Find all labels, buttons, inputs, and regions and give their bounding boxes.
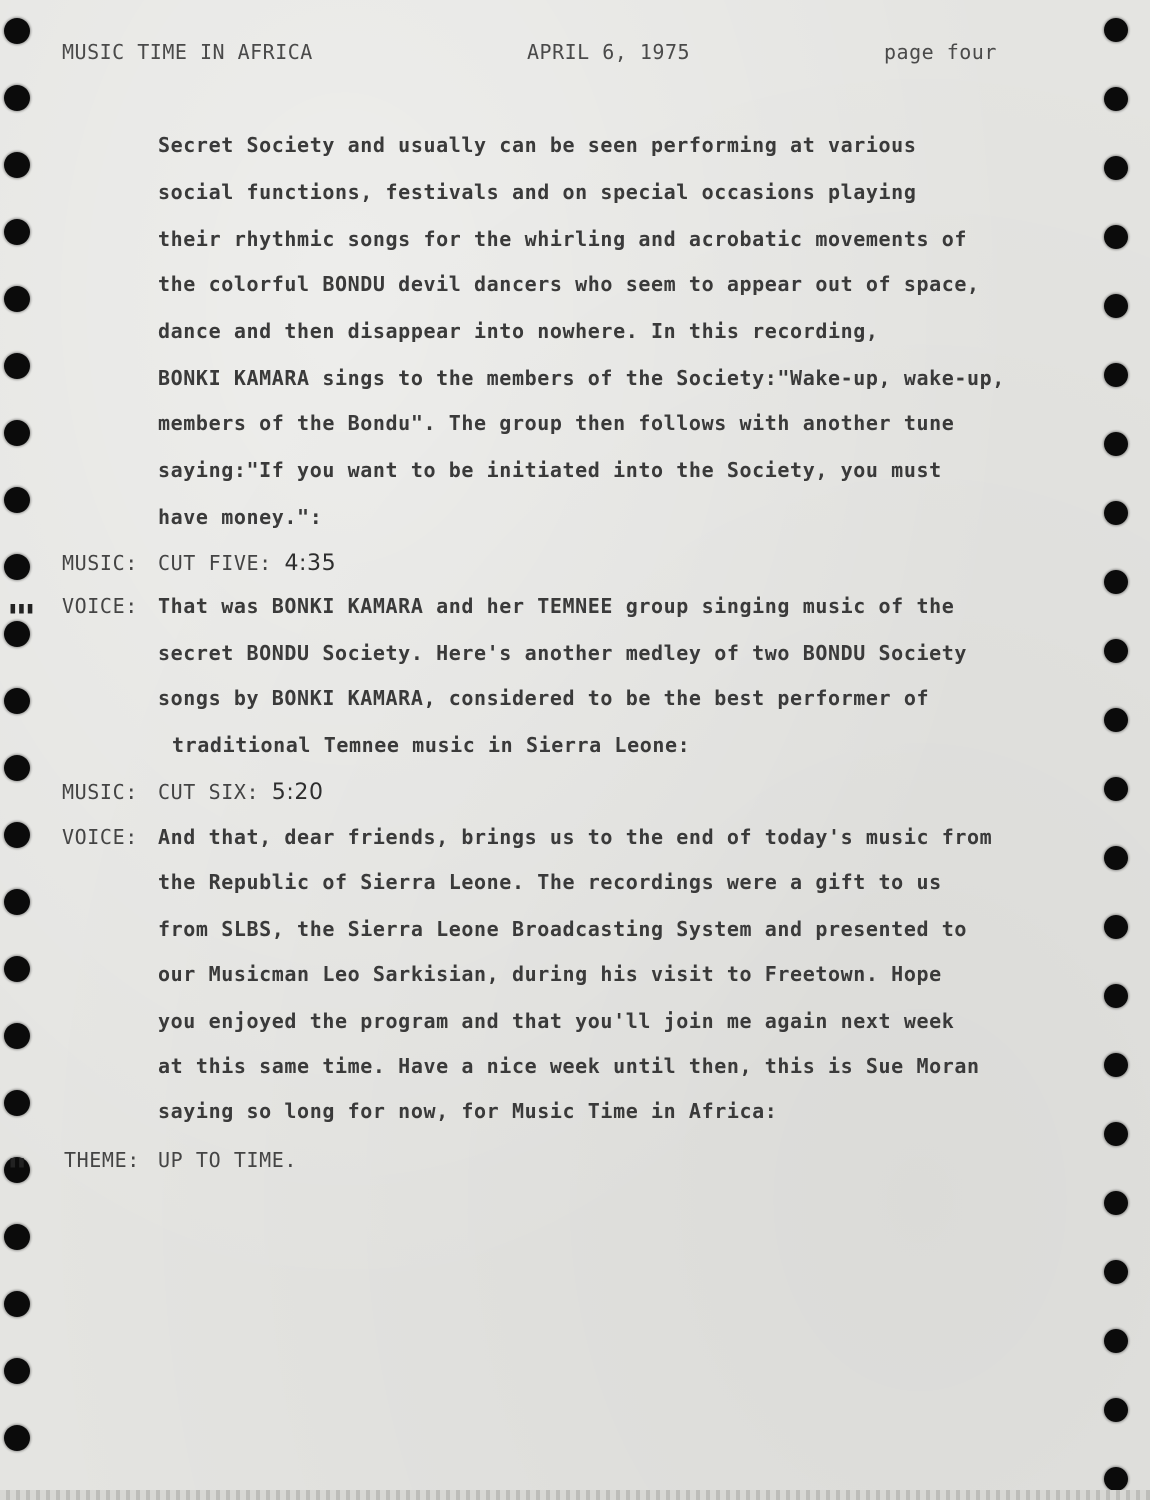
page-number: page four: [884, 40, 997, 64]
body-line: have money.":: [158, 505, 323, 529]
tractor-hole: [1104, 1053, 1128, 1077]
perforated-edge: [0, 1490, 1150, 1500]
tractor-hole: [4, 18, 30, 44]
tractor-hole: [1104, 501, 1128, 525]
tractor-hole: [4, 353, 30, 379]
tractor-hole: [1104, 1329, 1128, 1353]
left-tractor-holes: [0, 0, 40, 1500]
tractor-hole: [4, 956, 30, 982]
voice-line: saying so long for now, for Music Time in Africa:: [158, 1099, 778, 1123]
tractor-hole: [4, 420, 30, 446]
tractor-hole: [1104, 570, 1128, 594]
tractor-hole: [1104, 777, 1128, 801]
tractor-hole: [1104, 1467, 1128, 1491]
cut-duration: 5:20: [271, 780, 324, 805]
body-line: Secret Society and usually can be seen performing at various: [158, 133, 917, 157]
tractor-hole: [4, 152, 30, 178]
tractor-hole: [4, 554, 30, 580]
tractor-hole: [1104, 156, 1128, 180]
tractor-hole: [1104, 915, 1128, 939]
tractor-hole: [4, 487, 30, 513]
tractor-hole: [1104, 294, 1128, 318]
tractor-hole: [4, 1224, 30, 1250]
margin-mark: ▮▮: [8, 1152, 26, 1171]
tractor-hole: [1104, 639, 1128, 663]
body-line: their rhythmic songs for the whirling and acrobatic movements of: [158, 227, 968, 251]
tractor-hole: [1104, 984, 1128, 1008]
music-cut-six: [158, 780, 324, 805]
tractor-hole: [1104, 1398, 1128, 1422]
voice-line: at this same time. Have a nice week until then, this is Sue Moran: [158, 1054, 980, 1078]
tractor-hole: [4, 1291, 30, 1317]
margin-mark: ▮▮▮: [8, 598, 34, 617]
voice-line: the Republic of Sierra Leone. The recordings were a gift to us: [158, 870, 942, 894]
cut-name: CUT SIX:: [158, 780, 260, 804]
tractor-hole: [1104, 432, 1128, 456]
cut-duration: 4:35: [284, 551, 337, 576]
tractor-hole: [4, 688, 30, 714]
tractor-hole: [1104, 18, 1128, 42]
theme-text: UP TO TIME.: [158, 1148, 298, 1172]
tractor-hole: [4, 755, 30, 781]
tractor-hole: [4, 889, 30, 915]
cut-name: CUT FIVE:: [158, 551, 272, 575]
voice-line: That was BONKI KAMARA and her TEMNEE group singing music of the: [158, 594, 955, 618]
tractor-hole: [4, 1425, 30, 1451]
page-header: [62, 40, 1022, 70]
music-cut-five: [158, 551, 336, 576]
tractor-hole: [4, 1358, 30, 1384]
tractor-hole: [1104, 846, 1128, 870]
right-tractor-holes: [1100, 0, 1140, 1500]
program-title: MUSIC TIME IN AFRICA: [62, 40, 313, 64]
tractor-hole: [1104, 708, 1128, 732]
broadcast-date: APRIL 6, 1975: [527, 40, 691, 64]
tractor-hole: [1104, 1122, 1128, 1146]
body-line: BONKI KAMARA sings to the members of the Society:"Wake-up, wake-up,: [158, 366, 1005, 390]
tractor-hole: [4, 219, 30, 245]
tractor-hole: [4, 85, 30, 111]
tractor-hole: [4, 1023, 30, 1049]
body-line: members of the Bondu". The group then follows with another tune: [158, 411, 955, 435]
voice-line: you enjoyed the program and that you'll join me again next week: [158, 1009, 955, 1033]
tractor-hole: [4, 286, 30, 312]
voice-line: traditional Temnee music in Sierra Leone:: [172, 733, 691, 757]
body-line: saying:"If you want to be initiated into the Society, you must: [158, 458, 942, 482]
voice-line: our Musicman Leo Sarkisian, during his visit to Freetown. Hope: [158, 962, 942, 986]
voice-line: And that, dear friends, brings us to the end of today's music from: [158, 825, 993, 849]
body-line: social functions, festivals and on special occasions playing: [158, 180, 917, 204]
tractor-hole: [1104, 87, 1128, 111]
tractor-hole: [4, 621, 30, 647]
voice-line: from SLBS, the Sierra Leone Broadcasting System and presented to: [158, 917, 968, 941]
voice-line: songs by BONKI KAMARA, considered to be the best performer of: [158, 686, 930, 710]
body-line: the colorful BONDU devil dancers who seem to appear out of space,: [158, 272, 980, 296]
tractor-hole: [4, 1090, 30, 1116]
tractor-hole: [1104, 225, 1128, 249]
cue-label-theme: THEME:: [64, 1148, 140, 1172]
cue-label-voice: VOICE:: [62, 825, 138, 849]
tractor-hole: [1104, 363, 1128, 387]
tractor-hole: [4, 822, 30, 848]
cue-label-voice: VOICE:: [62, 594, 138, 618]
cue-label-music: MUSIC:: [62, 780, 138, 804]
cue-label-music: MUSIC:: [62, 551, 138, 575]
tractor-hole: [1104, 1191, 1128, 1215]
tractor-hole: [1104, 1260, 1128, 1284]
voice-line: secret BONDU Society. Here's another medley of two BONDU Society: [158, 641, 968, 665]
body-line: dance and then disappear into nowhere. In this recording,: [158, 319, 879, 343]
